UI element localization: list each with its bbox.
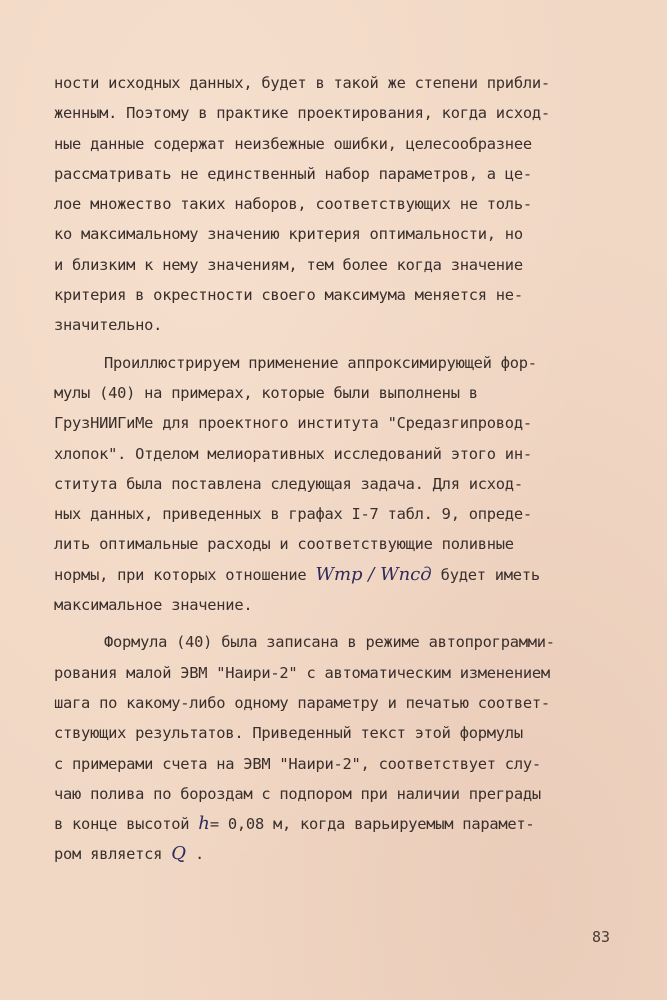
text-line	[54, 590, 624, 620]
line-text: мулы (40) на примерах, которые были выполнены в	[54, 383, 478, 402]
line-text: хлопок". Отделом мелиоративных исследований этого ин-	[54, 444, 532, 463]
line-text: нормы, при которых отношение	[54, 565, 316, 584]
line-text: рассматривать не единственный набор параметров, а це-	[54, 164, 532, 183]
line-text: будет иметь	[431, 565, 540, 584]
line-text: шага по какому-либо одному параметру и печатью соответ-	[54, 693, 550, 712]
text-line	[54, 688, 624, 718]
line-text: значительно.	[54, 316, 163, 335]
text-line	[54, 529, 624, 559]
line-text: = 0,08 м, когда варьируемым парамет-	[209, 815, 535, 834]
text-line	[54, 129, 624, 159]
line-text: ных данных, приведенных в графах I-7 табл. 9, опреде-	[54, 505, 532, 524]
text-line	[54, 310, 624, 340]
text-line	[54, 159, 624, 189]
handwritten-symbol: h	[198, 813, 210, 835]
line-text: критерия в окрестности своего максимума меняется не-	[54, 286, 523, 305]
text-line	[54, 189, 624, 219]
handwritten-symbol: Q	[171, 843, 186, 865]
text-line	[54, 439, 624, 469]
text-line	[54, 499, 624, 529]
text-line	[54, 378, 624, 408]
line-text: ко максимальному значению критерия оптимальности, но	[54, 225, 523, 244]
text-line	[54, 718, 624, 748]
line-text: лить оптимальные расходы и соответствующие поливные	[54, 535, 514, 554]
line-text: ствующих результатов. Приведенный текст этой формулы	[54, 724, 523, 743]
line-text: ститута была поставлена следующая задача. Для исход-	[54, 474, 523, 493]
paragraph	[54, 348, 624, 621]
text-line	[54, 839, 624, 869]
line-text: ные данные содержат неизбежные ошибки, целесообразнее	[54, 134, 532, 153]
body-text	[54, 68, 624, 870]
line-text: Формула (40) была записана в режиме автопрограмми-	[104, 633, 555, 652]
line-text: ром является	[54, 845, 172, 864]
line-text: Проиллюстрируем применение аппроксимирующей фор-	[104, 353, 537, 372]
text-line	[54, 809, 624, 839]
text-line	[54, 348, 624, 378]
line-text: женным. Поэтому в практике проектирования, когда исход-	[54, 104, 550, 123]
text-line	[54, 408, 624, 438]
text-line	[54, 658, 624, 688]
page-number: 83	[592, 928, 611, 946]
text-line	[54, 749, 624, 779]
line-text: ности исходных данных, будет в такой же степени прибли-	[54, 74, 550, 92]
line-text: .	[185, 845, 205, 864]
text-line	[54, 250, 624, 280]
text-line	[54, 280, 624, 310]
line-text: чаю полива по бороздам с подпором при наличии преграды	[54, 784, 541, 803]
paragraph-gap	[54, 341, 624, 348]
text-line	[54, 469, 624, 499]
handwritten-symbol: Wтр / Wпсд	[315, 563, 432, 585]
text-line	[54, 627, 624, 657]
line-text: лое множество таких наборов, соответствующих не толь-	[54, 195, 532, 214]
line-text: с примерами счета на ЭВМ "Наири-2", соответствует слу-	[54, 754, 541, 773]
line-text: рования малой ЭВМ "Наири-2" с автоматическим изменением	[54, 663, 550, 682]
paragraph-gap	[54, 620, 624, 627]
paragraph	[54, 68, 624, 341]
text-line	[54, 219, 624, 249]
line-text: максимальное значение.	[54, 596, 253, 615]
text-line	[54, 98, 624, 128]
line-text: и близким к нему значениям, тем более когда значение	[54, 255, 523, 274]
text-line	[54, 68, 624, 98]
line-text: в конце высотой	[54, 815, 199, 834]
text-line	[54, 779, 624, 809]
text-line	[54, 560, 624, 590]
paragraph	[54, 627, 624, 869]
line-text: ГрузНИИГиМе для проектного института "Средазгипровод-	[54, 414, 532, 433]
